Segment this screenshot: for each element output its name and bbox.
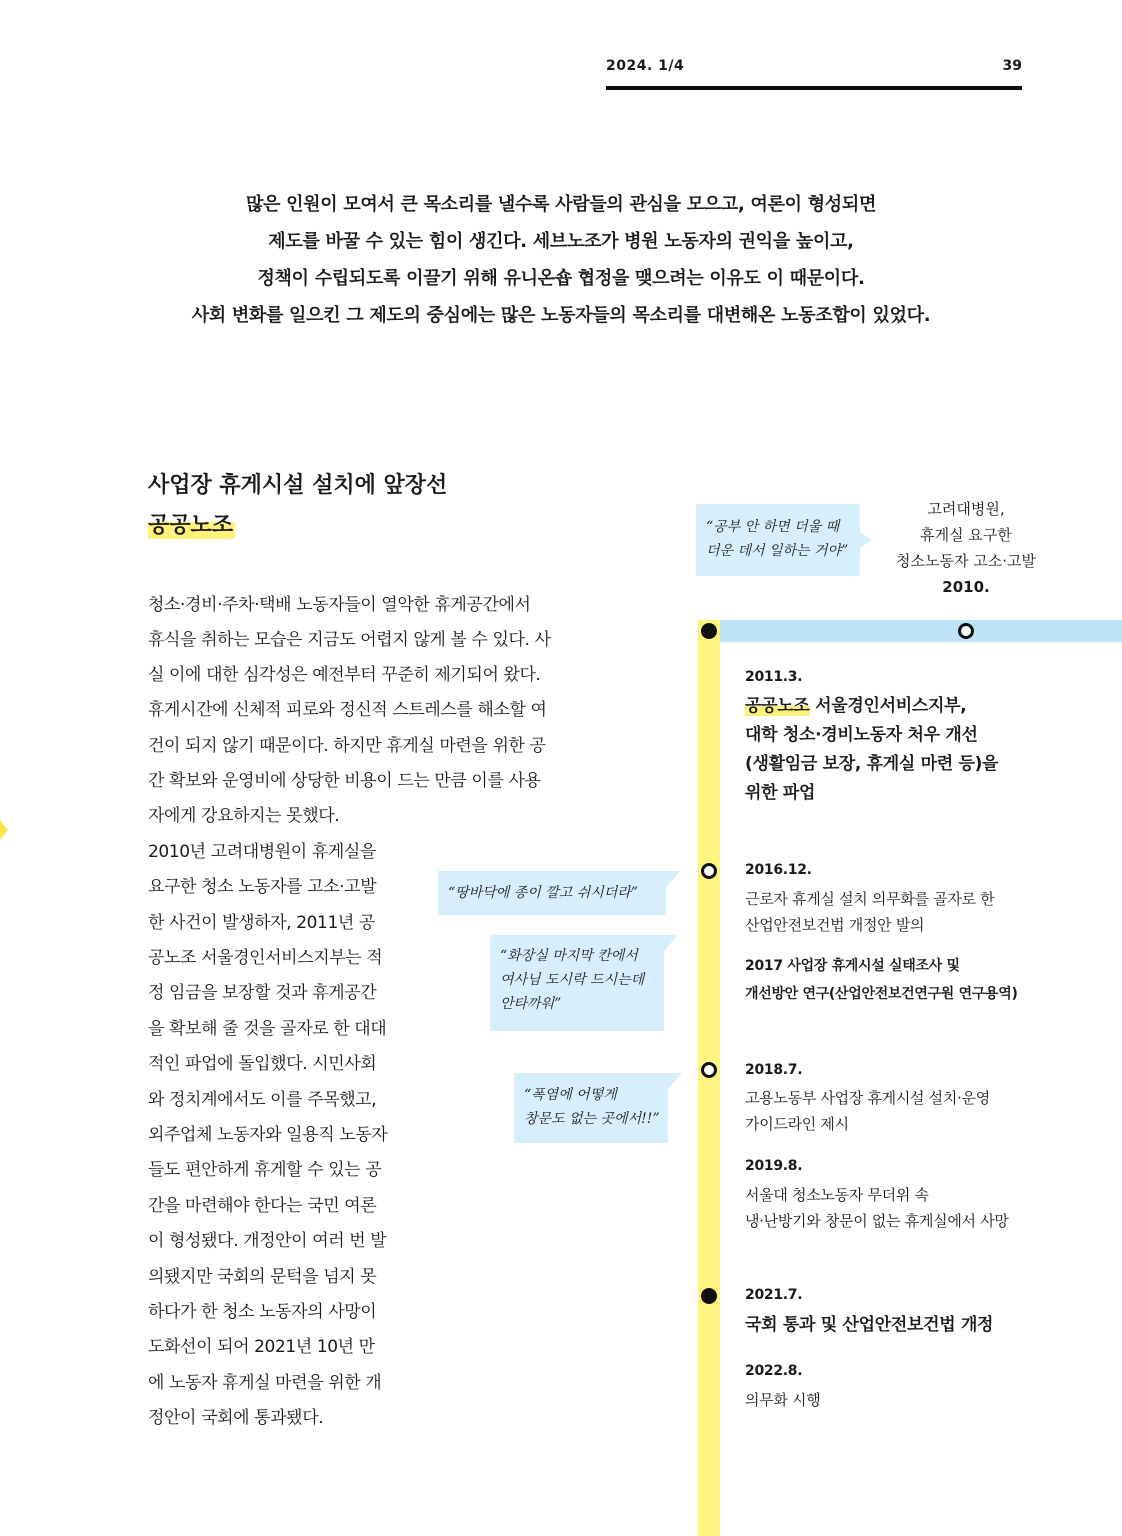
timeline-horizontal-bar [720, 620, 1122, 642]
bubble-line: “땅바닥에 종이 깔고 쉬시더라” [448, 885, 638, 901]
speech-bubble [696, 504, 860, 576]
pull-quote-line: 사회 변화를 일으킨 그 제도의 중심에는 많은 노동자들의 목소리를 대변해온 노동조합이 있었다. [191, 305, 931, 326]
event-year: 2010. [942, 578, 990, 596]
body-line: 청소·경비·주차·택배 노동자들이 열악한 휴게공간에서 [148, 595, 531, 615]
event-line [745, 692, 966, 721]
timeline-dot-filled [701, 1288, 717, 1304]
body-line: 하다가 한 청소 노동자의 사망이 [148, 1302, 377, 1322]
event-year: 2018.7. [745, 1062, 803, 1078]
event-line: 서울대 청소노동자 무더위 속 [745, 1186, 929, 1204]
body-line: 에 노동자 휴게실 마련을 위한 개 [148, 1373, 382, 1393]
event-line: 고려대병원, [927, 500, 1005, 518]
pull-quote-line: 많은 인원이 모여서 큰 목소리를 낼수록 사람들의 관심을 모으고, 여론이 형성되면 [245, 194, 877, 215]
pull-quote-line: 제도를 바꿀 수 있는 힘이 생긴다. 세브노조가 병원 노동자의 권익을 높이고, [268, 231, 854, 252]
body-line: 한 사건이 발생하자, 2011년 공 [148, 913, 375, 933]
body-line: 공노조 서울경인서비스지부는 적 [148, 948, 383, 968]
header-rule [606, 86, 1022, 90]
body-line: 휴게시간에 신체적 피로와 정신적 스트레스를 해소할 여 [148, 700, 547, 720]
event-line: 대학 청소·경비노동자 처우 개선 [745, 725, 978, 745]
timeline-dot-open [701, 1062, 717, 1078]
event-line: 휴게실 요구한 [920, 526, 1012, 544]
timeline-dot-open [958, 623, 974, 639]
body-line: 정 임금을 보장할 것과 휴게공간 [148, 983, 377, 1003]
body-line: 을 확보해 줄 것을 골자로 한 대대 [148, 1019, 387, 1039]
event-line: 청소노동자 고소·고발 [896, 552, 1036, 570]
bubble-line: 여사님 도시락 드시는데 [500, 972, 645, 988]
bubble-line: “화장실 마지막 칸에서 [500, 948, 638, 964]
body-line: 정안이 국회에 통과됐다. [148, 1408, 324, 1428]
timeline-dot-open [701, 863, 717, 879]
pull-quote [0, 186, 1122, 334]
body-line: 간 확보와 운영비에 상당한 비용이 드는 만큼 이를 사용 [148, 771, 541, 791]
body-line: 의됐지만 국회의 문턱을 넘지 못 [148, 1267, 377, 1287]
page-edge-marker [0, 820, 8, 840]
event-year: 2022.8. [745, 1363, 803, 1379]
bubble-line: “공부 안 하면 더울 때 [706, 519, 840, 535]
bubble-line: 창문도 없는 곳에서!!” [524, 1111, 660, 1127]
body-line: 자에게 강요하지는 못했다. [148, 806, 340, 826]
pull-quote-line: 정책이 수립되도록 이끌기 위해 유니온숍 협정을 맺으려는 이유도 이 때문이다. [257, 268, 865, 289]
body-line: 도화선이 되어 2021년 10년 만 [148, 1337, 375, 1357]
timeline-dot-filled [701, 623, 717, 639]
event-year: 2011.3. [745, 669, 803, 685]
body-line: 2010년 고려대병원이 휴게실을 [148, 842, 376, 862]
body-line: 와 정치계에서도 이를 주목했고, [148, 1090, 377, 1110]
body-line: 실 이에 대한 심각성은 예전부터 꾸준히 제기되어 왔다. [148, 665, 541, 685]
section-title: 사업장 휴게시설 설치에 앞장선 [148, 473, 448, 498]
bubble-line: “폭염에 어떻게 [524, 1087, 617, 1103]
timeline-vertical-bar [698, 620, 720, 1536]
event-line: 위한 파업 [745, 783, 816, 803]
body-line: 건이 되지 않기 때문이다. 하지만 휴게실 마련을 위한 공 [148, 736, 546, 756]
body-line: 들도 편안하게 휴게할 수 있는 공 [148, 1160, 382, 1180]
event-year: 2021.7. [745, 1287, 803, 1303]
event-line: (생활임금 보장, 휴게실 마련 등)을 [745, 754, 999, 774]
event-line: 냉·난방기와 창문이 없는 휴게실에서 사망 [745, 1212, 1009, 1230]
bubble-line: 안타까워” [500, 996, 562, 1012]
body-line: 휴식을 취하는 모습은 지금도 어렵지 않게 볼 수 있다. 사 [148, 630, 551, 650]
body-line: 간을 마련해야 한다는 국민 여론 [148, 1196, 377, 1216]
speech-bubble [490, 935, 664, 1031]
event-line: 근로자 휴게실 설치 의무화를 골자로 한 [745, 890, 995, 908]
event-line: 산업안전보건법 개정안 발의 [745, 916, 925, 934]
speech-bubble [438, 871, 666, 915]
bubble-tail [860, 532, 872, 548]
event-line: 가이드라인 제시 [745, 1115, 849, 1133]
body-line: 이 형성됐다. 개정안이 여러 번 발 [148, 1231, 387, 1251]
section-subtitle: 공공노조 [148, 508, 235, 539]
event-line: 의무화 시행 [745, 1391, 821, 1409]
timeline-event-2010 [880, 496, 1052, 600]
body-line: 적인 파업에 돌입했다. 시민사회 [148, 1054, 377, 1074]
issue-date: 2024. 1/4 [606, 58, 685, 74]
bubble-tail [664, 935, 678, 951]
body-line: 외주업체 노동자와 일용직 노동자 [148, 1125, 388, 1145]
bubble-tail [668, 1073, 682, 1089]
event-line: 개선방안 연구(산업안전보건연구원 연구용역) [745, 986, 1018, 1002]
speech-bubble [514, 1073, 668, 1143]
highlighted-union-name: 공공노조 [745, 696, 810, 716]
event-year: 2016.12. [745, 862, 812, 878]
bubble-line: 더운 데서 일하는 거야” [706, 543, 849, 559]
bubble-tail [666, 871, 680, 887]
event-year: 2019.8. [745, 1158, 803, 1174]
body-line: 요구한 청소 노동자를 고소·고발 [148, 877, 377, 897]
event-line: 2017 사업장 휴게시설 실태조사 및 [745, 958, 960, 974]
event-line: 고용노동부 사업장 휴게시설 설치·운영 [745, 1089, 990, 1107]
event-line-text: 서울경인서비스지부, [809, 696, 967, 716]
page-number: 39 [1002, 58, 1022, 74]
event-line: 국회 통과 및 산업안전보건법 개정 [745, 1315, 994, 1335]
